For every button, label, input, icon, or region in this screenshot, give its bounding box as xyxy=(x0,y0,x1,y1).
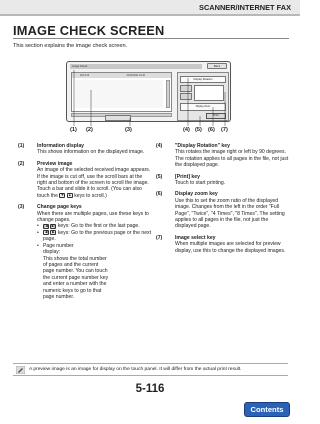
header-rule xyxy=(0,14,300,16)
description-column-left xyxy=(18,143,152,305)
intro-text: This section explains the image check screen. xyxy=(13,43,128,49)
item-text: This shows information on the displayed image. xyxy=(37,149,145,156)
bullet-text: keys: Go to the previous page or the next page. xyxy=(43,229,152,243)
item-change-page-keys xyxy=(18,204,152,300)
previous-page-key-icon: ◀ xyxy=(44,230,48,235)
item-information-display xyxy=(18,143,152,156)
callout-7: (7) xyxy=(221,127,228,133)
display-zoom-key[interactable]: Display Zoom xyxy=(180,103,226,111)
callout-1: (1) xyxy=(70,127,77,133)
vertical-scrollbar[interactable] xyxy=(166,80,170,108)
info-date: 01/01/2011 10:10 xyxy=(126,74,145,77)
preview-image xyxy=(75,80,163,108)
item-number: (3) xyxy=(18,204,25,211)
item-preview-image xyxy=(18,161,152,199)
page-number: 5-116 xyxy=(135,383,165,395)
preview-area xyxy=(71,72,172,112)
item-number: (2) xyxy=(18,160,25,167)
title-rule xyxy=(13,38,289,39)
item-text-part: keys to scroll.) xyxy=(74,192,107,199)
item-text: Touch to start printing. xyxy=(175,180,226,187)
image-select-key-down[interactable] xyxy=(180,93,192,100)
item-number: (6) xyxy=(156,191,163,198)
item-display-rotation-key xyxy=(156,143,290,169)
bullet-text: keys: Go to the first or the last page. xyxy=(57,223,140,230)
item-title: Change page keys xyxy=(37,204,82,211)
item-number: (1) xyxy=(18,143,25,149)
callout-5: (5) xyxy=(195,127,202,133)
item-title: Display zoom key xyxy=(175,191,218,198)
item-print-key xyxy=(156,174,290,187)
last-page-key-icon: ▶| xyxy=(51,223,56,228)
back-button[interactable]: Back xyxy=(207,63,227,69)
item-text: Use this to set the zoom ratio of the displayed image. Changes from the left in the order "Full Page", "Twice", "4 Times", "8 Times". The setting applies to all pages in the file, not just the displayed page. xyxy=(175,197,285,230)
item-text: When there are multiple pages, use these keys to change pages. xyxy=(37,210,149,224)
information-display xyxy=(72,73,171,78)
callout-2: (2) xyxy=(86,127,93,133)
next-page-key-icon: ▶ xyxy=(52,230,55,235)
display-rotation-key[interactable]: Display Rotation xyxy=(180,76,226,83)
item-image-select-key xyxy=(156,235,290,254)
callout-4: (4) xyxy=(183,127,190,133)
item-text xyxy=(37,167,152,199)
callout-6: (6) xyxy=(208,127,215,133)
page-title: IMAGE CHECK SCREEN xyxy=(13,23,165,38)
contents-button[interactable]: Contents xyxy=(244,402,290,417)
note-text: A preview image is an image for display on the touch panel. It will differ from the actual print result. xyxy=(29,367,242,372)
print-key[interactable]: Print xyxy=(206,113,226,119)
item-title: [Print] key xyxy=(175,173,200,180)
item-title: Information display xyxy=(37,143,84,149)
note-pencil-icon xyxy=(16,366,25,374)
screen-titlebar: Image Check xyxy=(70,64,202,69)
bullet-page-number-display xyxy=(37,243,152,301)
image-select-key-up[interactable] xyxy=(180,85,192,92)
scroll-up-key-icon: ▲ xyxy=(68,193,72,197)
bullet-prev-next xyxy=(37,230,152,243)
bullet-text: This shows the total number of pages and the current page number. You can touch the current page number key and enter a number with the numeric keys to go to that page number. xyxy=(43,255,109,300)
description-column-right xyxy=(156,143,290,259)
thumbnail xyxy=(194,85,224,101)
item-title: "Display Rotation" key xyxy=(175,143,230,149)
scroll-down-key-icon: ▼ xyxy=(60,193,65,197)
item-number: (7) xyxy=(156,234,163,241)
change-page-keys[interactable] xyxy=(105,115,131,121)
item-display-zoom-key xyxy=(156,191,290,229)
item-title: Preview image xyxy=(37,160,73,167)
first-page-key-icon: |◀ xyxy=(44,223,48,228)
item-text: This rotates the image right or left by 90 degrees. The rotation applies to all pages in the file, not just the displayed page. xyxy=(175,149,289,169)
item-number: (5) xyxy=(156,173,163,180)
section-title: SCANNER/INTERNET FAX xyxy=(199,3,291,12)
item-title: Image select key xyxy=(175,234,216,241)
item-text: When multiple images are selected for preview display, use this to change the displayed images. xyxy=(175,241,286,254)
note-box xyxy=(13,363,288,376)
info-name: FAX 123 xyxy=(80,74,90,77)
image-check-screen-figure xyxy=(66,61,231,122)
callout-3: (3) xyxy=(125,127,132,133)
item-text-part: An image of the selected received image appears. If the image is cut off, use the scroll bars at the right and bottom of the screen to scroll the image. Touch a bar and slide it to scroll. (You can also touch the xyxy=(37,167,151,199)
item-number: (4) xyxy=(156,143,163,149)
bullet-label: Page number display: xyxy=(43,242,74,256)
